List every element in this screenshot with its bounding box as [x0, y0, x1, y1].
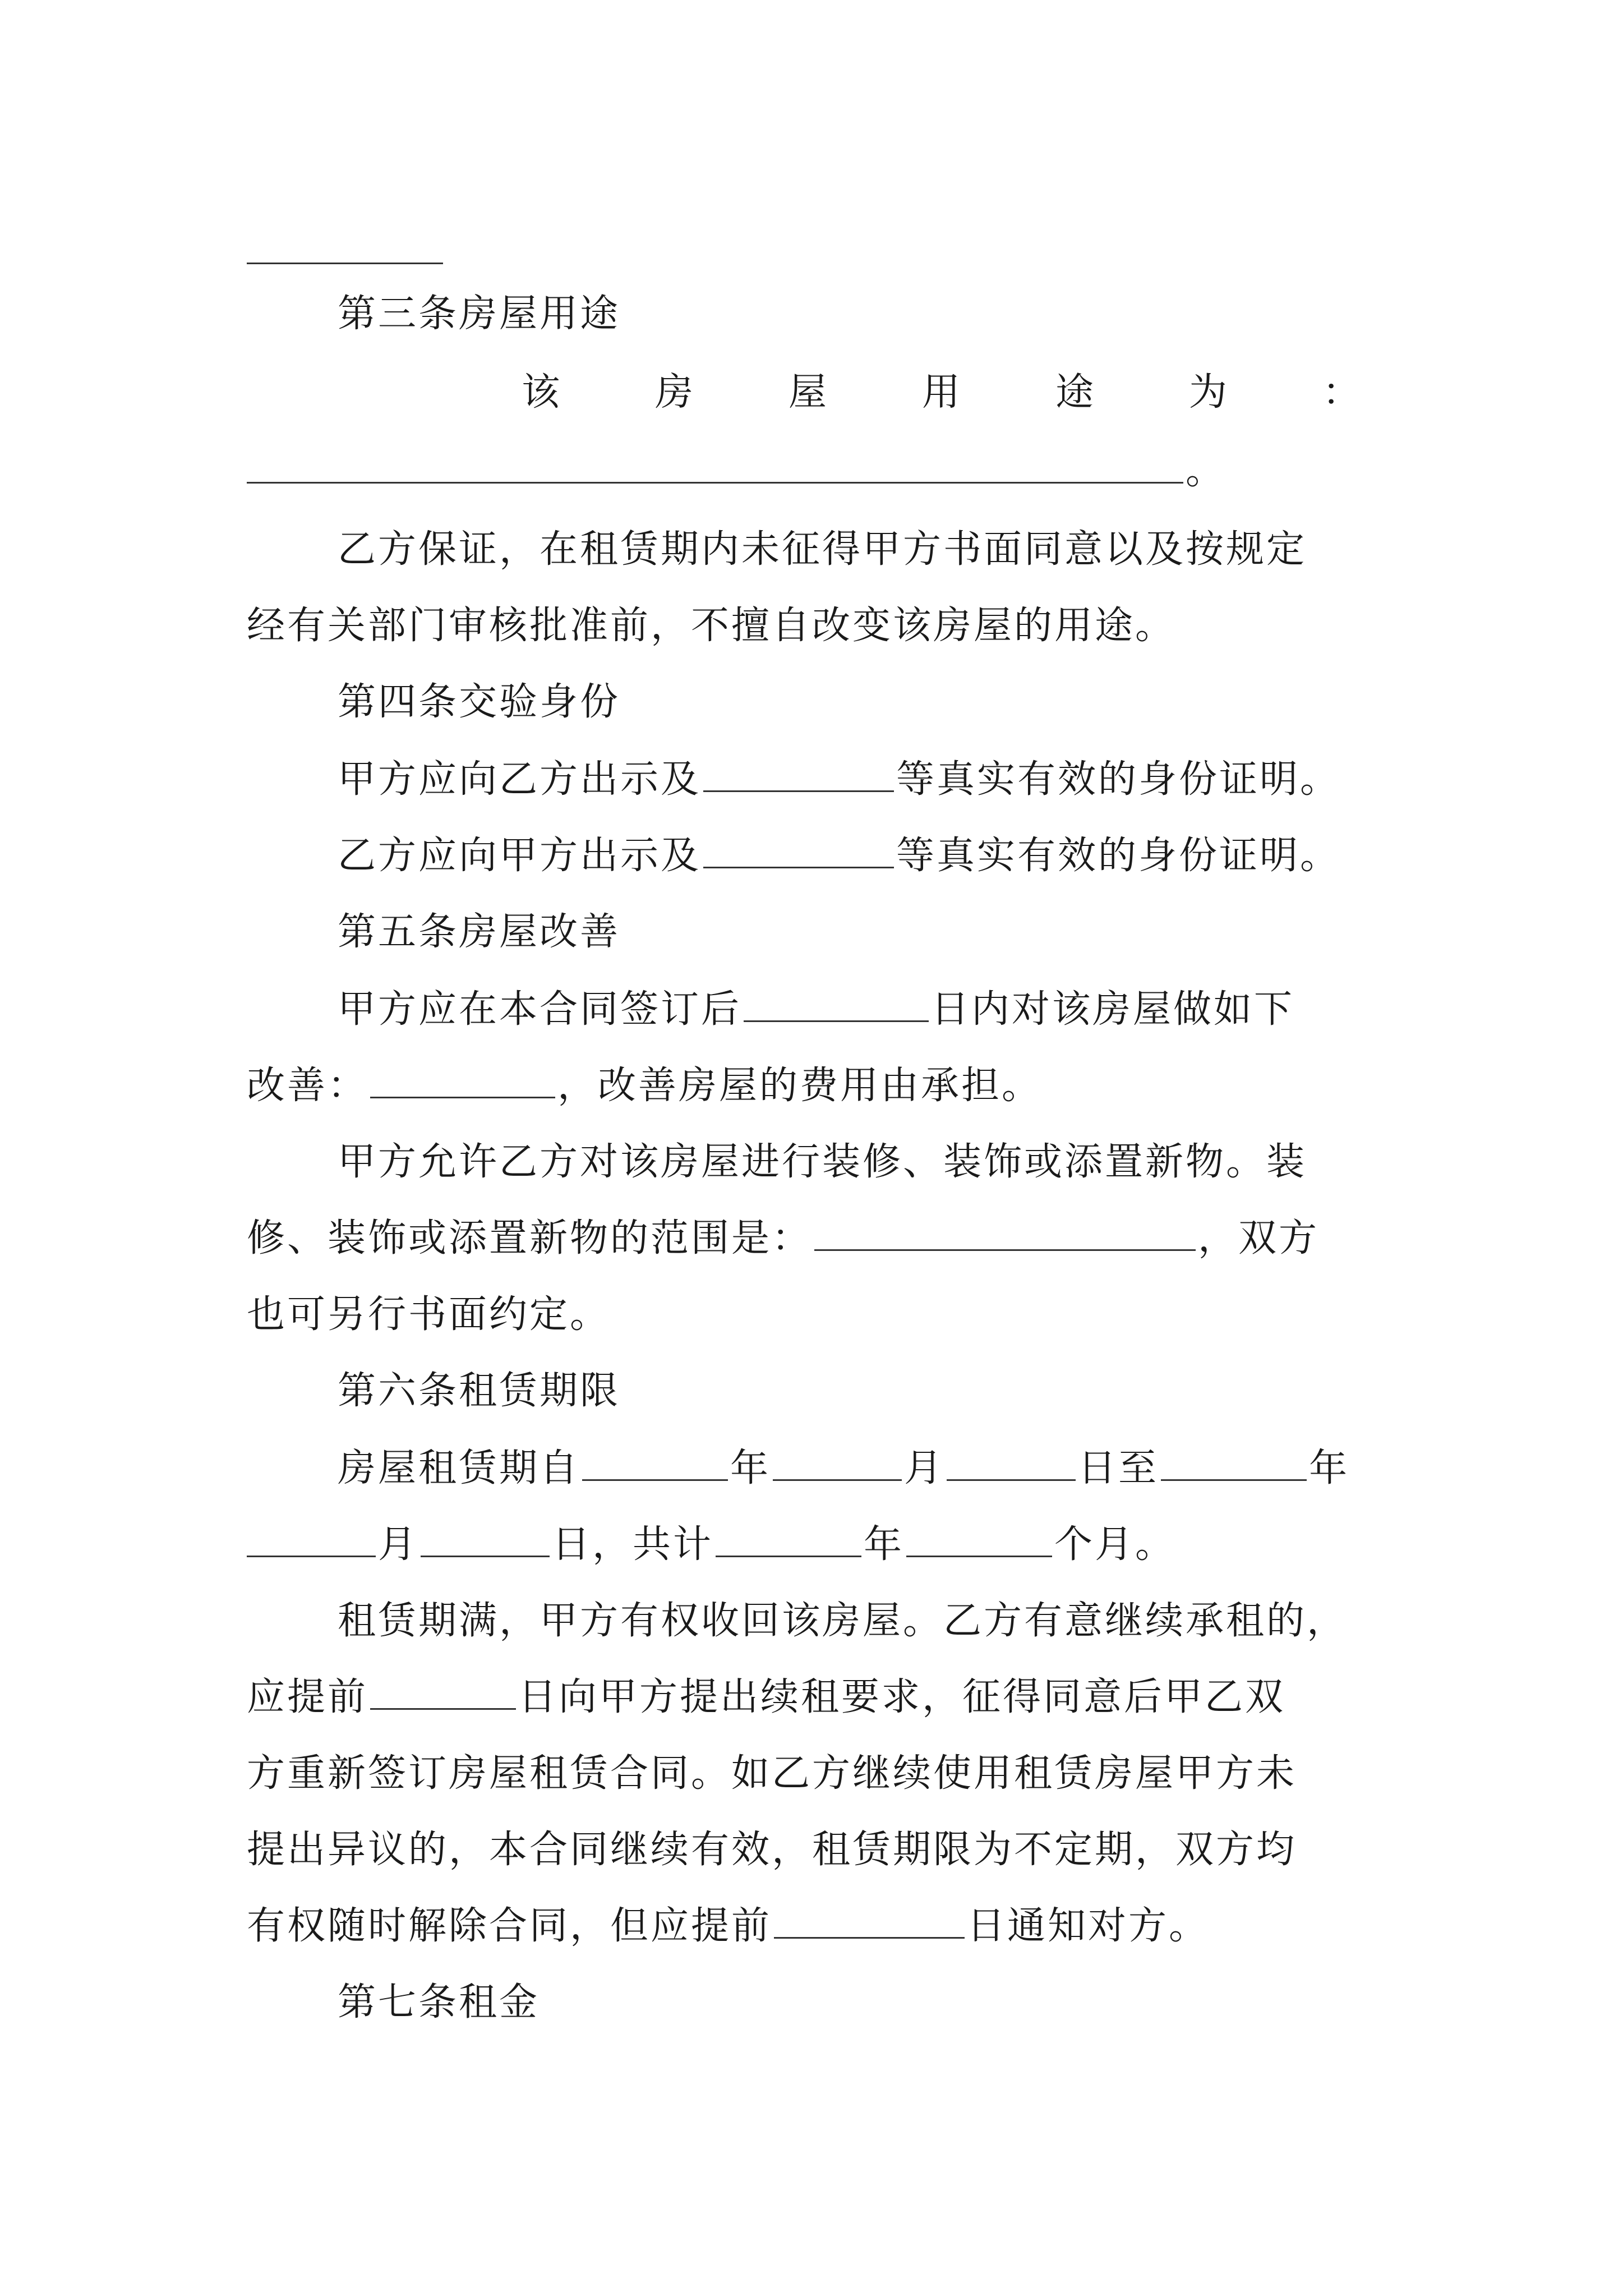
total-years-blank[interactable]	[716, 1523, 861, 1557]
usage-char: 为	[1188, 370, 1229, 415]
usage-period: 。	[1186, 449, 1227, 493]
start-year-blank[interactable]	[582, 1447, 728, 1481]
text-segment: 等真实有效的身份证明。	[896, 834, 1341, 878]
total-months-blank[interactable]	[906, 1523, 1052, 1557]
top-blank-line	[247, 263, 443, 264]
text-segment: 月	[378, 1522, 419, 1567]
article-3-para-line-1: 乙方保证，在租赁期内未征得甲方书面同意以及按规定	[338, 527, 1307, 572]
renewal-days-blank[interactable]	[370, 1676, 516, 1710]
text-segment: 乙方应向甲方出示及	[338, 834, 702, 878]
article-4-party-b-line	[338, 834, 1340, 878]
text-segment: 年	[730, 1446, 771, 1490]
article-6-title: 第六条租赁期限	[338, 1369, 621, 1413]
article-3-usage-blank-line	[247, 449, 1226, 494]
article-5-para-2-line-1: 甲方允许乙方对该房屋进行装修、装饰或添置新物。装	[338, 1140, 1307, 1184]
article-4-title: 第四条交验身份	[338, 680, 621, 724]
text-segment: 应提前	[247, 1675, 368, 1719]
days-blank[interactable]	[744, 988, 929, 1022]
text-segment: 修、装饰或添置新物的范围是：	[247, 1216, 813, 1260]
text-segment: 有权随时解除合同，但应提前	[247, 1904, 772, 1948]
article-6-para-2-line-4: 提出异议的，本合同继续有效，租赁期限为不定期，双方均	[247, 1828, 1297, 1872]
article-3-title: 第三条房屋用途	[338, 292, 621, 336]
article-4-party-a-line	[338, 757, 1340, 802]
article-6-para-2-line-3: 方重新签订房屋租赁合同。如乙方继续使用租赁房屋甲方未	[247, 1751, 1297, 1796]
article-5-line-2	[247, 1064, 1042, 1108]
notice-days-blank[interactable]	[774, 1904, 965, 1939]
article-5-line-1	[338, 987, 1294, 1032]
text-segment: 日内对该房屋做如下	[931, 987, 1295, 1032]
article-5-para-2-line-2	[247, 1216, 1319, 1261]
text-segment: 月	[904, 1446, 945, 1490]
text-segment: 日通知对方。	[967, 1904, 1210, 1948]
article-6-para-2-line-2	[247, 1675, 1285, 1720]
usage-char: 途	[1055, 370, 1096, 415]
usage-char: 用	[921, 370, 962, 415]
text-segment: 年	[1309, 1446, 1350, 1490]
start-month-blank[interactable]	[773, 1447, 902, 1481]
end-day-blank[interactable]	[421, 1523, 550, 1557]
text-segment: 房屋租赁期自	[338, 1446, 580, 1490]
usage-char: ：	[1322, 370, 1363, 415]
article-6-para-2-line-1: 租赁期满，甲方有权收回该房屋。乙方有意继续承租的，	[338, 1599, 1348, 1643]
improvement-blank[interactable]	[370, 1064, 555, 1098]
usage-blank[interactable]	[247, 449, 1183, 484]
text-segment: 甲方应在本合同签订后	[338, 987, 742, 1032]
text-segment: 年	[864, 1522, 905, 1567]
text-segment: 日至	[1078, 1446, 1159, 1490]
text-segment: 日，共计	[552, 1522, 714, 1567]
usage-char: 屋	[788, 370, 829, 415]
text-segment: 日向甲方提出续租要求，征得同意后甲乙双	[518, 1675, 1286, 1719]
usage-char: 房	[654, 370, 695, 415]
article-5-title: 第五条房屋改善	[338, 910, 621, 954]
text-segment: 等真实有效的身份证明。	[896, 757, 1341, 802]
article-6-para-2-line-5	[247, 1904, 1209, 1949]
scope-blank[interactable]	[814, 1217, 1196, 1251]
article-6-line-1	[338, 1446, 1349, 1491]
text-segment: 甲方应向乙方出示及	[338, 757, 702, 802]
start-day-blank[interactable]	[947, 1447, 1076, 1481]
article-7-title: 第七条租金	[338, 1980, 540, 2024]
usage-char: 该	[522, 370, 562, 415]
text-segment: 个月。	[1054, 1522, 1176, 1567]
text-segment: ，双方	[1198, 1216, 1320, 1260]
id-blank-a[interactable]	[703, 758, 894, 792]
end-year-blank[interactable]	[1161, 1447, 1307, 1481]
end-month-blank[interactable]	[247, 1523, 376, 1557]
article-3-usage-line	[522, 370, 1363, 415]
text-segment: 改善：	[247, 1064, 368, 1108]
text-segment: ，改善房屋的费用由承担。	[557, 1064, 1043, 1108]
article-5-para-2-line-3: 也可另行书面约定。	[247, 1292, 611, 1337]
article-6-line-2	[247, 1522, 1175, 1567]
id-blank-b[interactable]	[703, 834, 894, 868]
article-3-para-line-2: 经有关部门审核批准前，不擅自改变该房屋的用途。	[247, 604, 1176, 648]
